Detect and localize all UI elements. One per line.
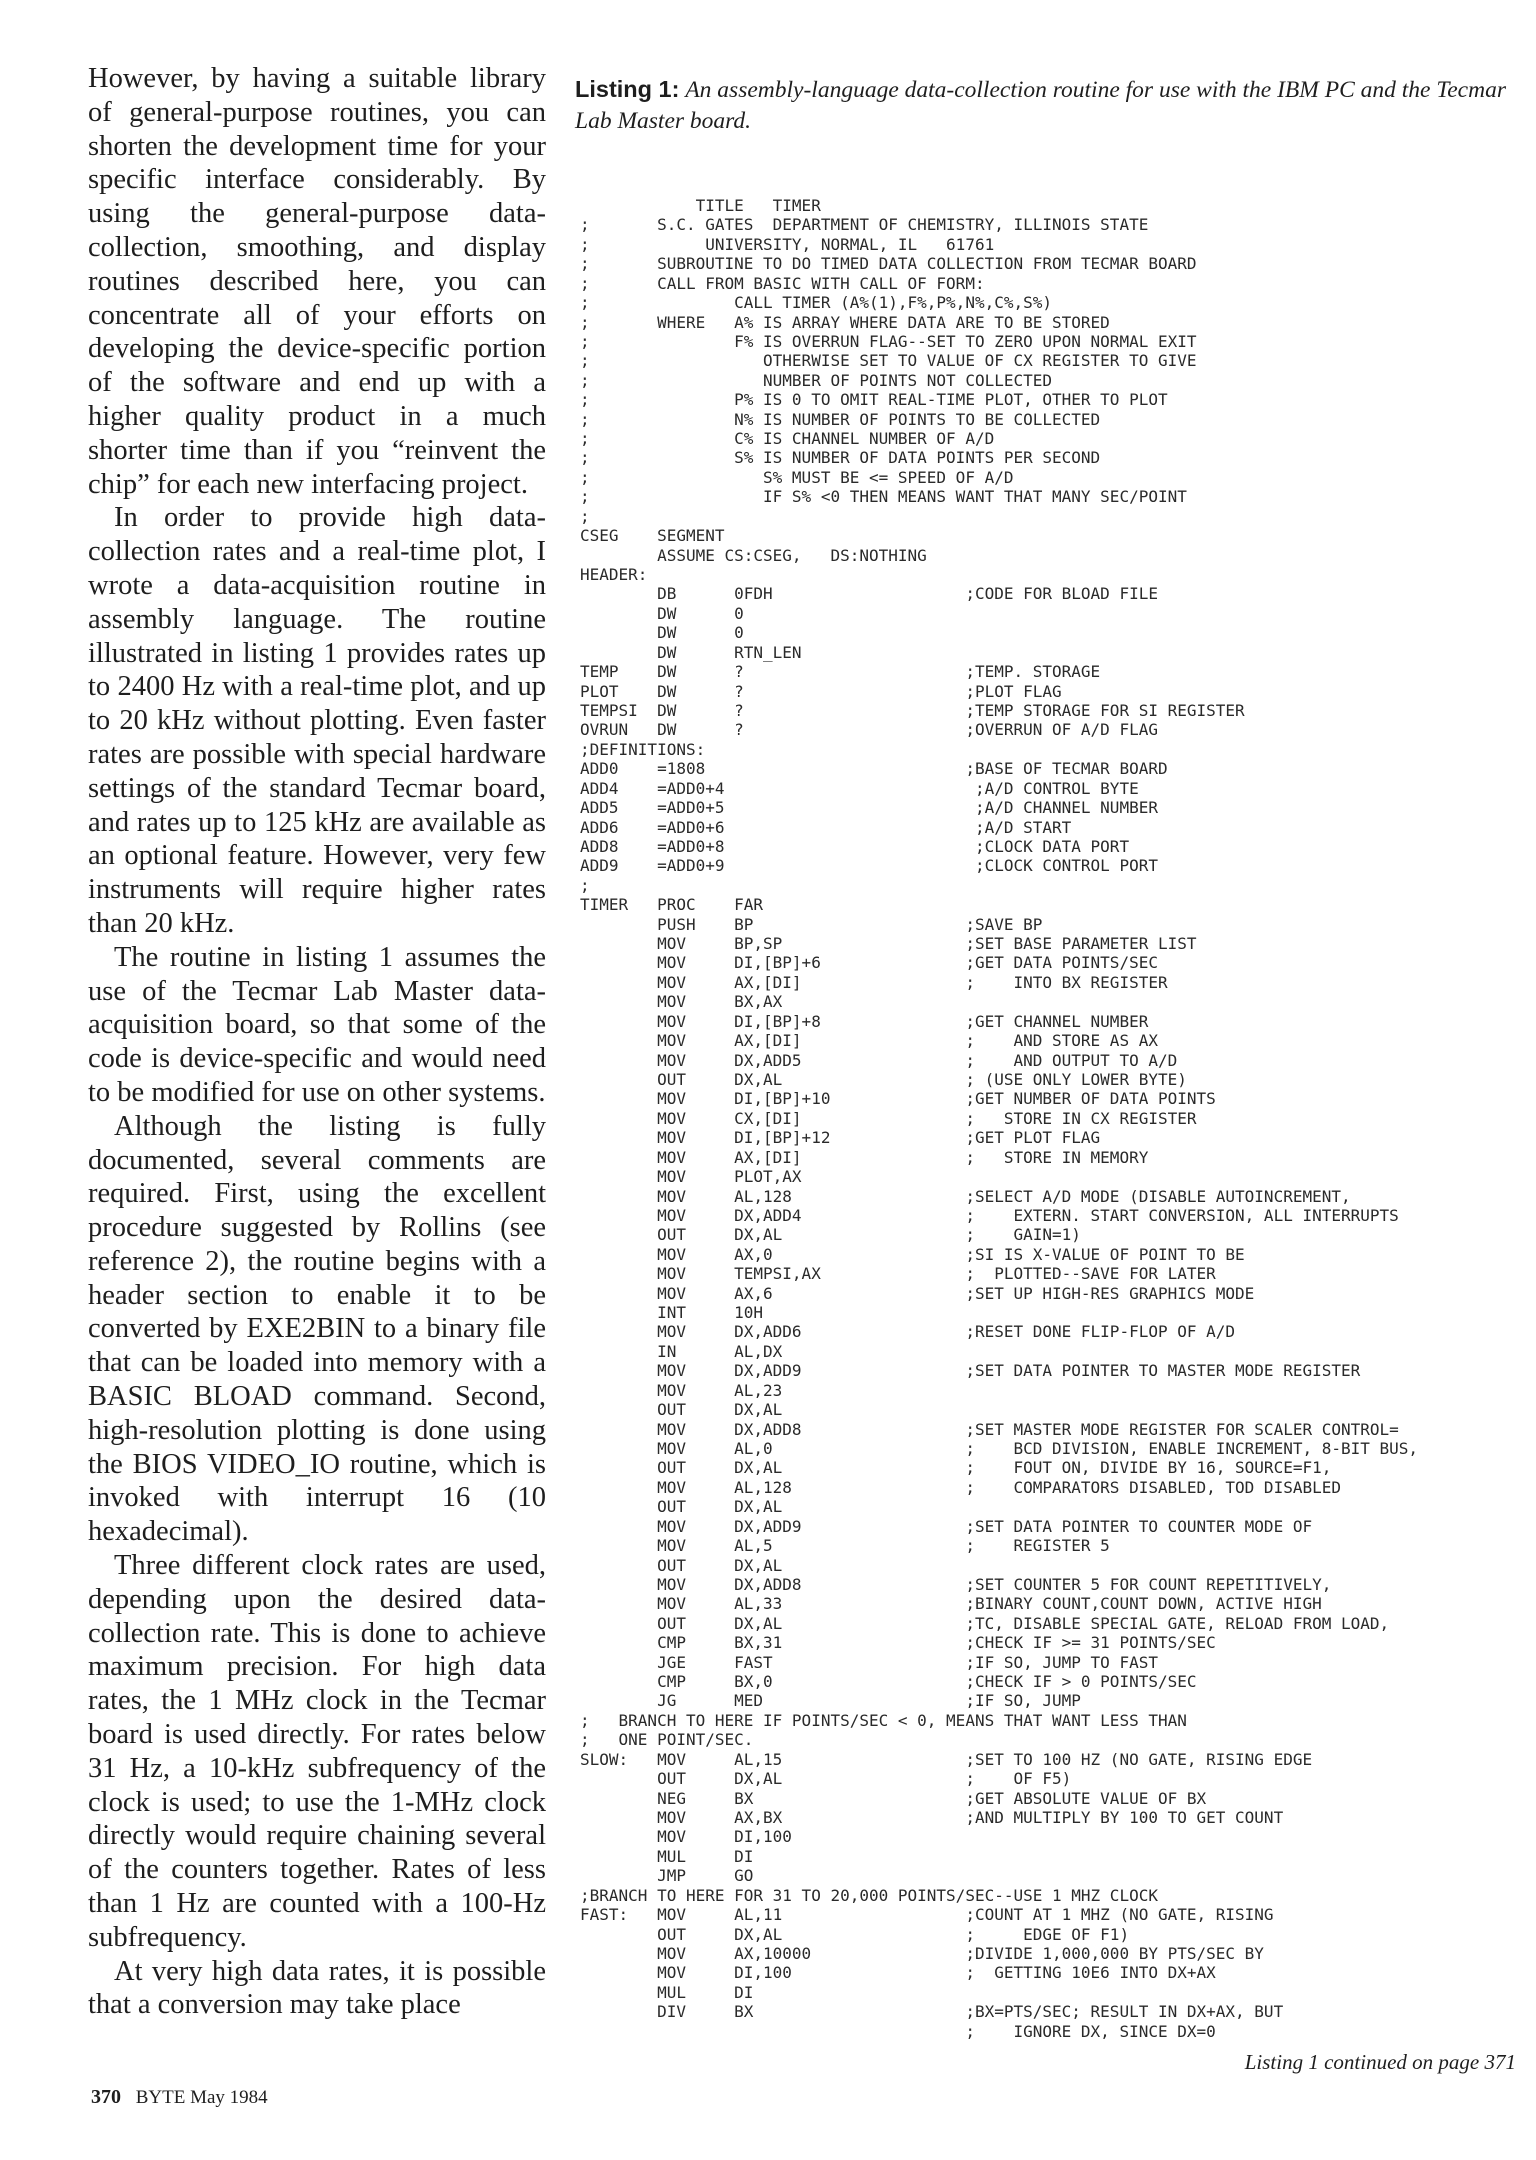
code-listing: TITLE TIMER ; S.C. GATES DEPARTMENT OF CHEMISTRY, ILLINOIS STATE ; UNIVERSITY, NORMAL, IL 61761 ; SUBROUTINE TO DO TIMED DATA COLLECTION FROM TECMAR BOARD ; CALL FROM BASIC WITH CALL OF FORM: ; CALL TIMER (A%(1),F%,P%,N%,C%,S%) ; WHERE A% IS ARRAY WHERE DATA ARE TO BE STORED ; F% IS OVERRUN FLAG--SET TO ZERO UPON NORMAL EXIT ; OTHERWISE SET TO VALUE OF CX REGISTER TO GIVE ; NUMBER OF POINTS NOT COLLECTED ; P% IS 0 TO OMIT REAL-TIME PLOT, OTHER TO PLOT ; N% IS NUMBER OF POINTS TO BE COLLECTED ; C% IS CHANNEL NUMBER OF A/D ; S% IS NUMBER OF DATA POINTS PER SECOND ; S% MUST BE <= SPEED OF A/D ; IF S% <0 THEN MEANS WANT THAT MANY SEC/POINT ; CSEG SEGMENT ASSUME CS:CSEG, DS:NOTHING HEADER: DB 0FDH ;CODE FOR BLOAD FILE DW 0 DW 0 DW RTN_LEN TEMP DW ? ;TEMP. STORAGE PLOT DW ? ;PLOT FLAG TEMPSI DW ? ;TEMP STORAGE FOR SI REGISTER OVRUN DW ? ;OVERRUN OF A/D FLAG ;DEFINITIONS: ADD0 =1808 ;BASE OF TECMAR BOARD ADD4 =ADD0+4 ;A/D CONTROL BYTE ADD5 =ADD0+5 ;A/D CHANNEL NUMBER ADD6 =ADD0+6 ;A/D START ADD8 =ADD0+8 ;CLOCK DATA PORT ADD9 =ADD0+9 ;CLOCK CONTROL PORT ; TIMER PROC FAR PUSH BP ;SAVE BP MOV BP,SP ;SET BASE PARAMETER LIST MOV DI,[BP]+6 ;GET DATA POINTS/SEC MOV AX,[DI] ; INTO BX REGISTER MOV BX,AX MOV DI,[BP]+8 ;GET CHANNEL NUMBER MOV AX,[DI] ; AND STORE AS AX MOV DX,ADD5 ; AND OUTPUT TO A/D OUT DX,AL ; (USE ONLY LOWER BYTE) MOV DI,[BP]+10 ;GET NUMBER OF DATA POINTS MOV CX,[DI] ; STORE IN CX REGISTER MOV DI,[BP]+12 ;GET PLOT FLAG MOV AX,[DI] ; STORE IN MEMORY MOV PLOT,AX MOV AL,128 ;SELECT A/D MODE (DISABLE AUTOINCREMENT, MOV DX,ADD4 ; EXTERN. START CONVERSION, ALL INTERRUPTS OUT DX,AL ; GAIN=1) MOV AX,0 ;SI IS X-VALUE OF POINT TO BE MOV TEMPSI,AX ; PLOTTED--SAVE FOR LATER MOV AX,6 ;SET UP HIGH-RES GRAPHICS MODE INT 10H MOV DX,ADD6 ;RESET DONE FLIP-FLOP OF A/D IN AL,DX MOV DX,ADD9 ;SET DATA POINTER TO MASTER MODE REGISTER MOV AL,23 OUT DX,AL MOV DX,ADD8 ;SET MASTER MODE REGISTER FOR SCALER CONTROL= MOV AL,0 ; BCD DIVISION, ENABLE INCREMENT, 8-BIT BUS, OUT DX,AL ; FOUT ON, DIVIDE BY 16, SOURCE=F1, MOV AL,128 ; COMPARATORS DISABLED, TOD DISABLED OUT DX,AL MOV DX,ADD9 ;SET DATA POINTER TO COUNTER MODE OF MOV AL,5 ; REGISTER 5 OUT DX,AL MOV DX,ADD8 ;SET COUNTER 5 FOR COUNT REPETITIVELY, MOV AL,33 ;BINARY COUNT,COUNT DOWN, ACTIVE HIGH OUT DX,AL ;TC, DISABLE SPECIAL GATE, RELOAD FROM LOAD, CMP BX,31 ;CHECK IF >= 31 POINTS/SEC JGE FAST ;IF SO, JUMP TO FAST CMP BX,0 ;CHECK IF > 0 POINTS/SEC JG MED ;IF SO, JUMP ; BRANCH TO HERE IF POINTS/SEC < 0, MEANS THAT WANT LESS THAN ; ONE POINT/SEC. SLOW: MOV AL,15 ;SET TO 100 HZ (NO GATE, RISING EDGE OUT DX,AL ; OF F5) NEG BX ;GET ABSOLUTE VALUE OF BX MOV AX,BX ;AND MULTIPLY BY 100 TO GET COUNT MOV DI,100 MUL DI JMP GO ;BRANCH TO HERE FOR 31 TO 20,000 POINTS/SEC--USE 1 MHZ CLOCK FAST: MOV AL,11 ;COUNT AT 1 MHZ (NO GATE, RISING OUT DX,AL ; EDGE OF F1) MOV AX,10000 ;DIVIDE 1,000,000 BY PTS/SEC BY MOV DI,100 ; GETTING 10E6 INTO DX+AX MUL DI DIV BX ;BX=PTS/SEC; RESULT IN DX+AX, BUT ; IGNORE DX, SINCE DX=0 [580,196,1419,2041]
listing-caption [575,74,1515,137]
article-paragraph: Three different clock rates are used, depending upon the desired data-collection rate. This is done to achieve maximum precision. For high data rates, the 1 MHz clock in the Tecmar board is used directly. For rates below 31 Hz, a 10-kHz subfrequency of the clock is used; to use the 1-MHz clock directly would require chaining several of the counters together. Rates of less than 1 Hz are counted with a 100-Hz subfrequency. [88,1550,546,1953]
article-paragraph: Although the listing is fully documented, several comments are required. First, using the excellent procedure suggested by Rollins (see reference 2), the routine begins with a header section to enable it to be converted by EXE2BIN to a binary file that can be loaded into memory with a BASIC BLOAD command. Second, high-resolution plotting is done using the BIOS VIDEO_IO routine, which is invoked with interrupt 16 (10 hexadecimal). [88,1110,546,1548]
listing-section [575,74,1515,2041]
listing-caption-text: An assembly-language data-collection routine for use with the IBM PC and the Tecmar Lab Master board. [575,77,1506,134]
listing-continued-note: Listing 1 continued on page 371 [1244,2050,1516,2074]
article-paragraph: In order to provide high data-collection rates and a real-time plot, I wrote a data-acquisition routine in assembly language. The routine illustrated in listing 1 provides rates up to 2400 Hz with a real-time plot, and up to 20 kHz without plotting. Even faster rates are possible with special hardware settings of the standard Tecmar board, and rates up to 125 kHz are available as an optional feature. However, very few instruments will require higher rates than 20 kHz. [88,502,546,939]
page-footer [91,2086,268,2109]
publication-name: BYTE May 1984 [135,2087,268,2108]
article-paragraph: However, by having a suitable library of general-purpose routines, you can shorten the development time for your specific interface considerably. By using the general-purpose data-collection, smoothing, and display routines described here, you can concentrate all of your efforts on developing the device-specific portion of the software and end up with a higher quality product in a much shorter time than if you “reinvent the chip” for each new interfacing project. [88,63,546,500]
article-body [88,62,546,2022]
article-paragraph: The routine in listing 1 assumes the use of the Tecmar Lab Master data-acquisition board, so that some of the code is device-specific and would need to be modified for use on other systems. [88,941,546,1108]
article-paragraph: At very high data rates, it is possible that a conversion may take place [88,1955,546,2021]
page-number: 370 [91,2086,121,2108]
listing-label: Listing 1: [575,76,680,102]
